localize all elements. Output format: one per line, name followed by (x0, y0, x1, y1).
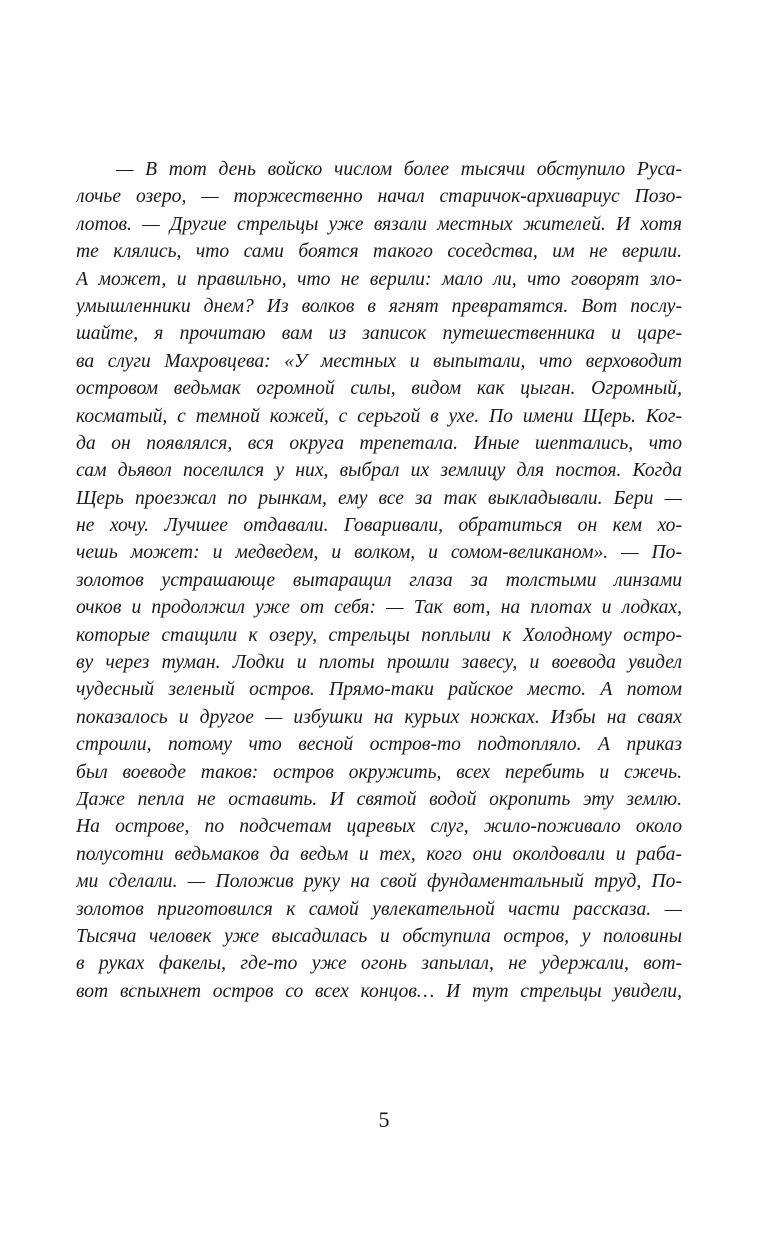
text-line: показалось и другое — избушки на курьих ножках. Избы на сваях (76, 706, 682, 728)
text-line: На острове, по подсчетам царевых слуг, жило-поживало около (76, 816, 682, 838)
text-line: А может, и правильно, что не верили: мало ли, что говорят зло- (76, 268, 682, 290)
text-line: строили, потому что весной остров-то подтопляло. А приказ (76, 734, 682, 756)
text-line: ва слуги Махровцева: «У местных и выпытали, что верховодит (76, 350, 682, 372)
text-line: да он появлялся, вся округа трепетала. Иные шептались, что (76, 432, 682, 454)
text-line: в руках факелы, где-то уже огонь запылал, не удержали, вот- (76, 953, 682, 975)
text-line: золотов устрашающе вытаращил глаза за толстыми линзами (76, 569, 682, 591)
text-line: чешь может: и медведем, и волком, и сомом-великаном». — По- (76, 542, 682, 564)
text-line: вот вспыхнет остров со всех концов… И тут стрельцы увидели, (76, 980, 682, 1002)
page-number: 5 (378, 1107, 390, 1132)
text-line: островом ведьмак огромной силы, видом как цыган. Огромный, (76, 378, 682, 400)
text-line: очков и продолжил уже от себя: — Так вот, на плотах и лодках, (76, 597, 682, 619)
text-line: Щерь проезжал по рынкам, ему все за так выкладывали. Бери — (76, 487, 682, 509)
text-line: не хочу. Лучшее отдавали. Говаривали, обратиться он кем хо- (76, 515, 682, 537)
text-line: косматый, с темной кожей, с серьгой в ухе. По имени Щерь. Ког- (76, 405, 682, 427)
body-text (76, 156, 682, 1005)
text-line: ми сделали. — Положив руку на свой фундаментальный труд, По- (76, 871, 682, 893)
text-line: — В тот день войско числом более тысячи обступило Руса- (116, 159, 682, 180)
text-line: чудесный зеленый остров. Прямо-таки райское место. А потом (76, 679, 682, 701)
text-line: ву через туман. Лодки и плоты прошли завесу, и воевода увидел (76, 652, 682, 674)
text-line: лочье озеро, — торжественно начал старичок-архивариус Позо- (76, 186, 682, 208)
text-line: умышленники днем? Из волков в ягнят превратятся. Вот послу- (76, 295, 682, 317)
text-line: те клялись, что сами боятся такого соседства, им не верили. (76, 241, 682, 263)
text-line: шайте, я прочитаю вам из записок путешественника и царе- (76, 323, 682, 345)
text-line: Даже пепла не оставить. И святой водой окропить эту землю. (76, 788, 682, 810)
text-line: Тысяча человек уже высадилась и обступила остров, у половины (76, 925, 682, 947)
text-line: сам дьявол поселился у них, выбрал их землицу для постоя. Когда (76, 460, 682, 482)
text-line: был воеводе таков: остров окружить, всех перебить и сжечь. (76, 761, 682, 783)
text-line: лотов. — Другие стрельцы уже вязали местных жителей. И хотя (76, 213, 682, 235)
text-line: золотов приготовился к самой увлекательной части рассказа. — (76, 898, 682, 920)
text-line: которые стащили к озеру, стрельцы поплыли к Холодному остро- (76, 624, 682, 646)
text-line: полусотни ведьмаков да ведьм и тех, кого они околдовали и раба- (76, 843, 682, 865)
